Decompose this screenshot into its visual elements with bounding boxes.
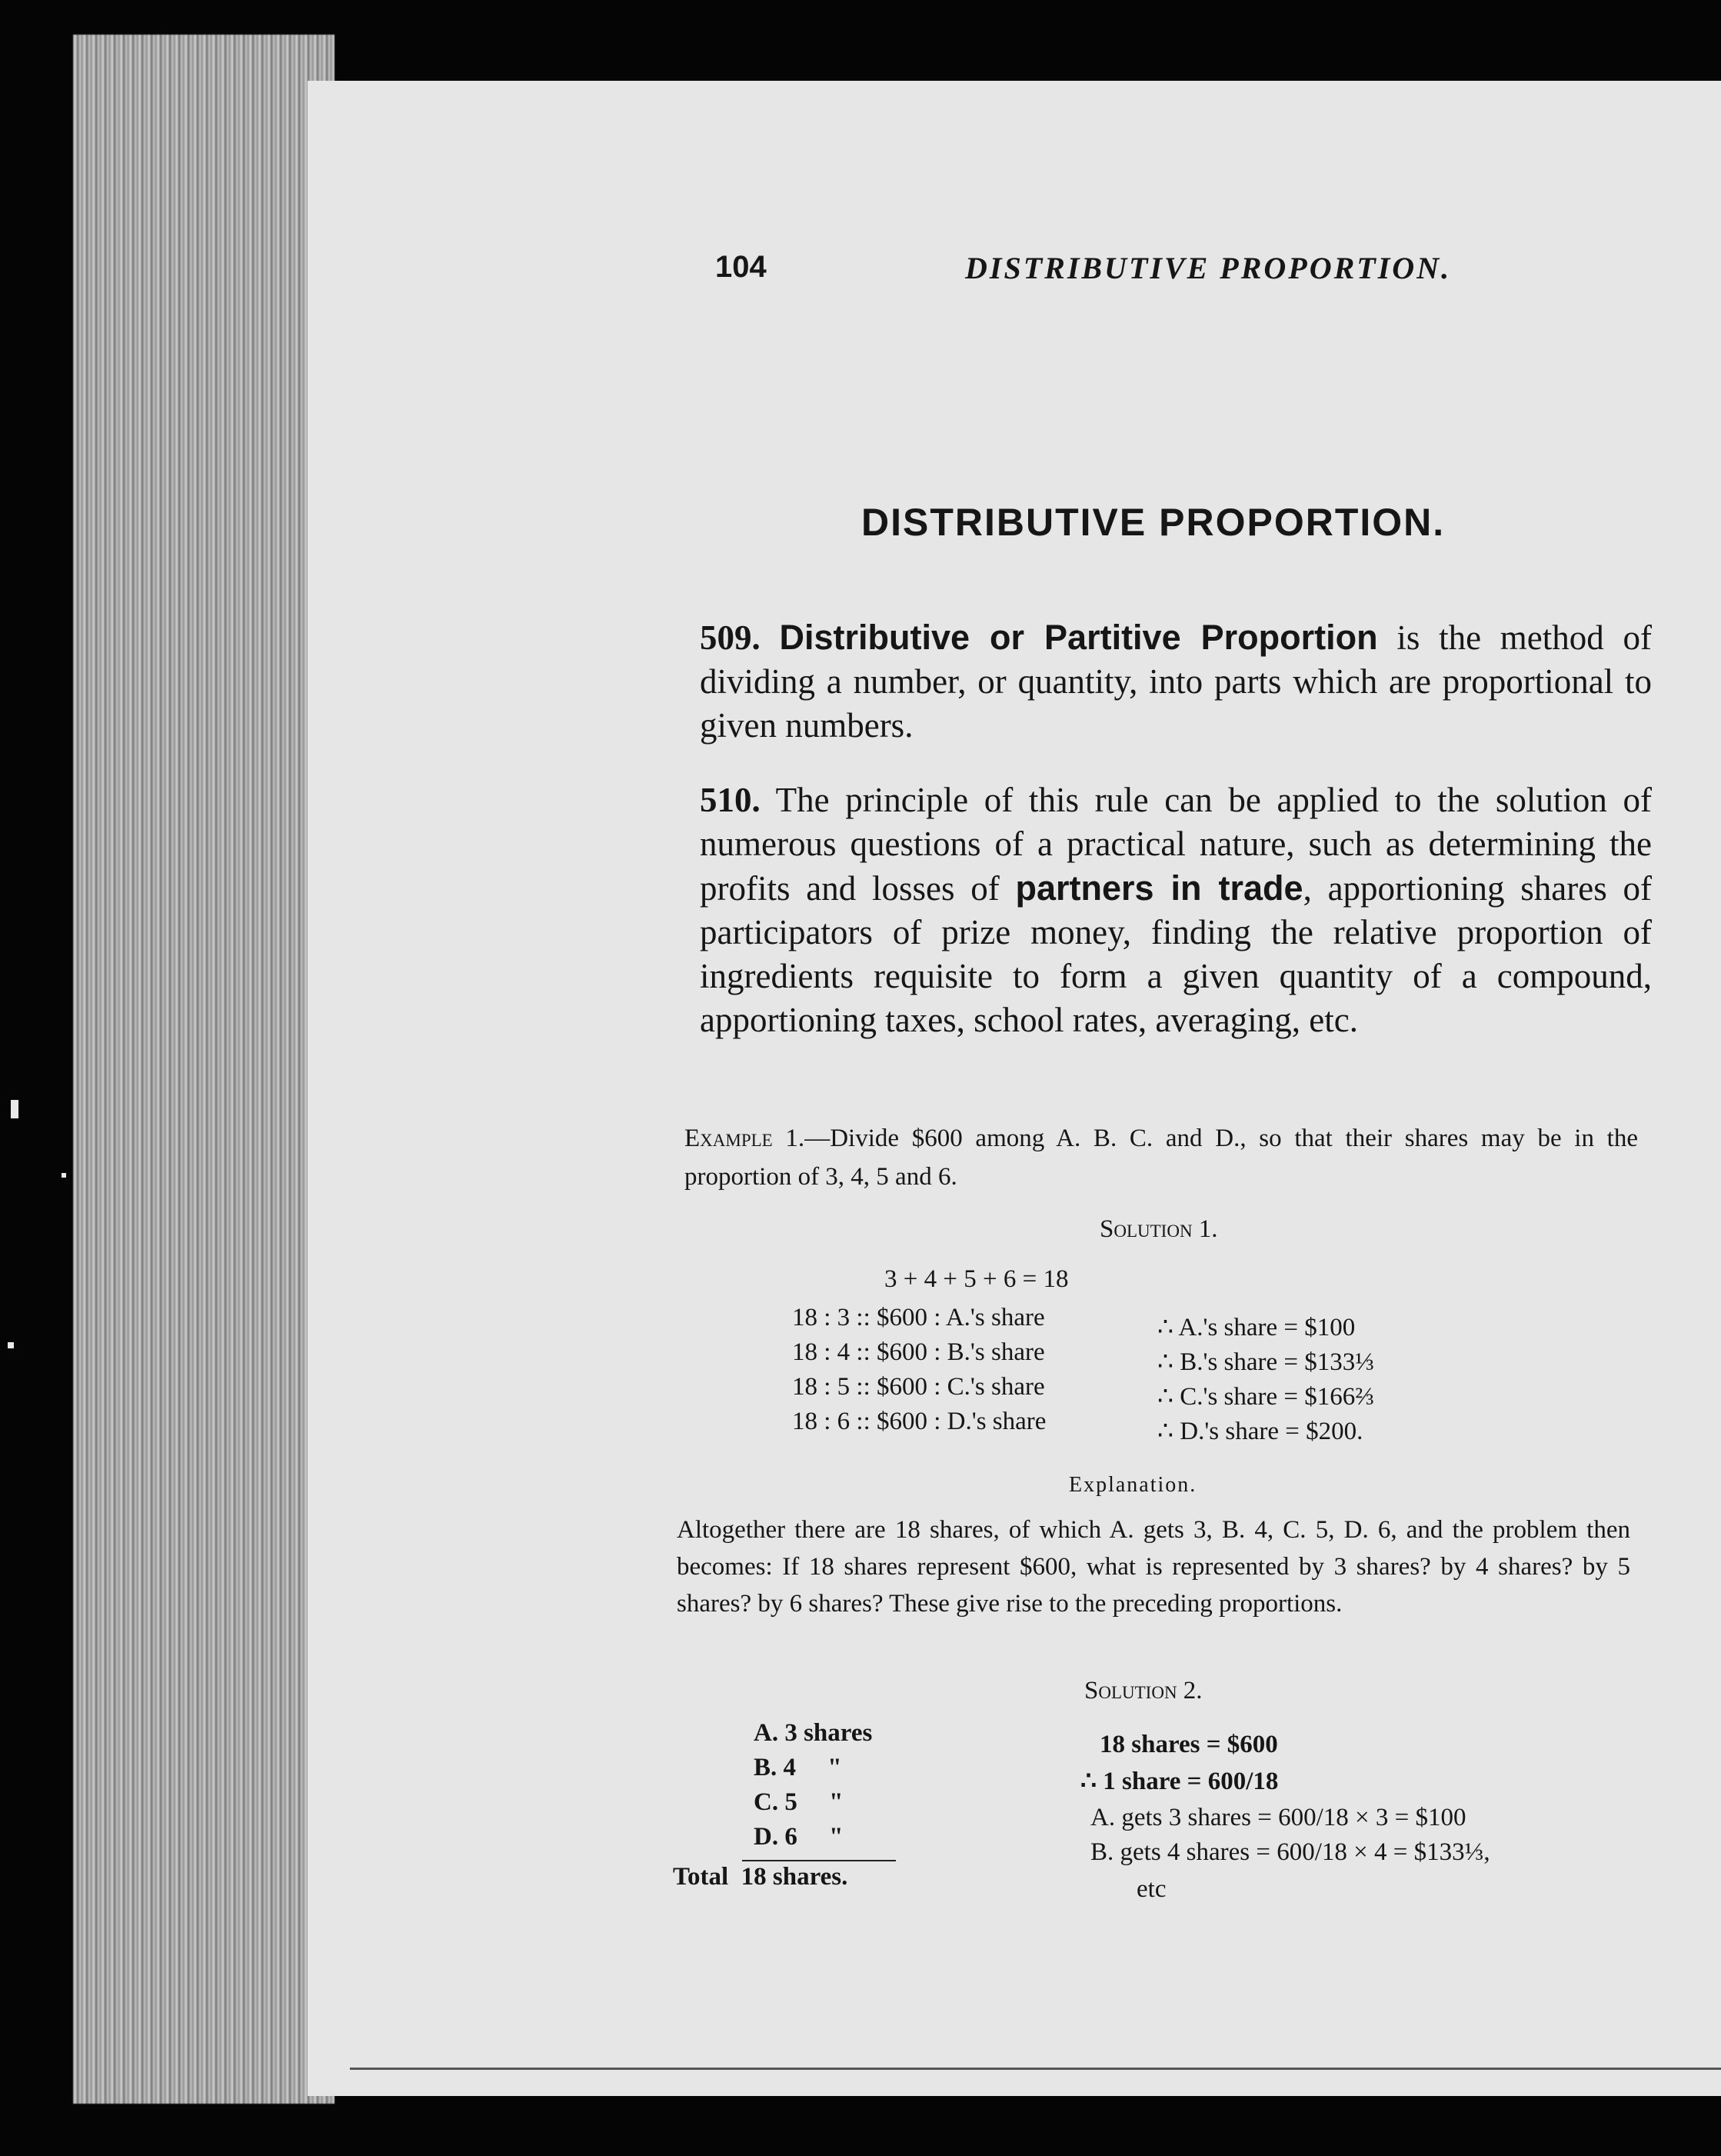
calc-line: A. gets 3 shares = 600/18 × 3 = $100 [1090, 1804, 1466, 1831]
total-row: Total 18 shares. [673, 1863, 848, 1891]
share-row: C. 5 " [754, 1788, 844, 1816]
proportion-left: 18 : 5 :: $600 : C.'s share [792, 1373, 1045, 1401]
explanation-heading: Explanation. [1069, 1473, 1197, 1497]
paragraph-text: is the method of dividing a number, or quantity, into parts which are proportional to given numbers. [700, 618, 1652, 745]
example-text: —Divide $600 among A. B. C. and D., so that their shares may be in the proportion of 3, 4, 5 and 6. [684, 1125, 1639, 1191]
defined-term: Distributive or Partitive Proportion [779, 618, 1378, 657]
paragraph-number: 509. [700, 618, 761, 657]
proportion-left: 18 : 3 :: $600 : A.'s share [792, 1304, 1045, 1331]
calc-line: ∴ 1 share = 600/18 [1080, 1768, 1279, 1795]
proportion-left: 18 : 6 :: $600 : D.'s share [792, 1408, 1047, 1435]
proportion-right: ∴ B.'s share = $133⅓ [1157, 1348, 1375, 1376]
paragraph-number: 510. [700, 781, 761, 819]
proportion-right: ∴ D.'s share = $200. [1157, 1418, 1363, 1445]
sum-line: 3 + 4 + 5 + 6 = 18 [884, 1265, 1069, 1293]
proportion-right: ∴ A.'s share = $100 [1157, 1314, 1356, 1341]
share-row: A. 3 shares [754, 1719, 873, 1747]
emphasized-text: partners in trade [1015, 868, 1303, 908]
running-title: DISTRIBUTIVE PROPORTION. [965, 251, 1452, 285]
proportion-left: 18 : 4 :: $600 : B.'s share [792, 1338, 1045, 1366]
page-title: DISTRIBUTIVE PROPORTION. [861, 501, 1446, 544]
calc-line: etc [1137, 1875, 1167, 1903]
paragraph-text: , apportioning shares of participators of prize money, finding the relative proportion of ingredients requisite to form a given quantity of a compound, apportioning taxes, school rates, averaging, etc. [700, 869, 1652, 1039]
share-row: B. 4 " [754, 1754, 842, 1781]
scan-speck [62, 1173, 66, 1178]
paragraph-509 [700, 615, 1652, 748]
book-page [308, 81, 1721, 2096]
book-page-edges [73, 35, 335, 2104]
calc-line: B. gets 4 shares = 600/18 × 4 = $133⅓, [1090, 1838, 1490, 1866]
proportion-right: ∴ C.'s share = $166⅔ [1157, 1383, 1375, 1411]
paragraph-510 [700, 778, 1652, 1042]
total-rule [742, 1860, 896, 1861]
solution-2-heading: Solution 2. [1084, 1677, 1203, 1704]
scan-speck [11, 1100, 18, 1118]
explanation-text: Altogether there are 18 shares, of which A. gets 3, B. 4, C. 5, D. 6, and the problem then becomes: If 18 shares represent $600, what is represented by 3 shares? by 4 shares? by 5 shares? by 6 shares? These give rise to the preceding proportions. [677, 1516, 1630, 1618]
page-bottom-edge [350, 2068, 1721, 2070]
calc-line: 18 shares = $600 [1100, 1731, 1278, 1758]
solution-1-heading: Solution 1. [1100, 1215, 1218, 1243]
paragraph-text: The principle of this rule can be applied to the solution of numerous questions of a practical nature, such as determining the profits and losses of [700, 781, 1652, 908]
scan-speck [8, 1342, 14, 1348]
example-label: Example 1. [684, 1125, 805, 1152]
share-row: D. 6 " [754, 1823, 844, 1851]
example-1 [684, 1119, 1638, 1196]
page-number: 104 [715, 250, 767, 284]
